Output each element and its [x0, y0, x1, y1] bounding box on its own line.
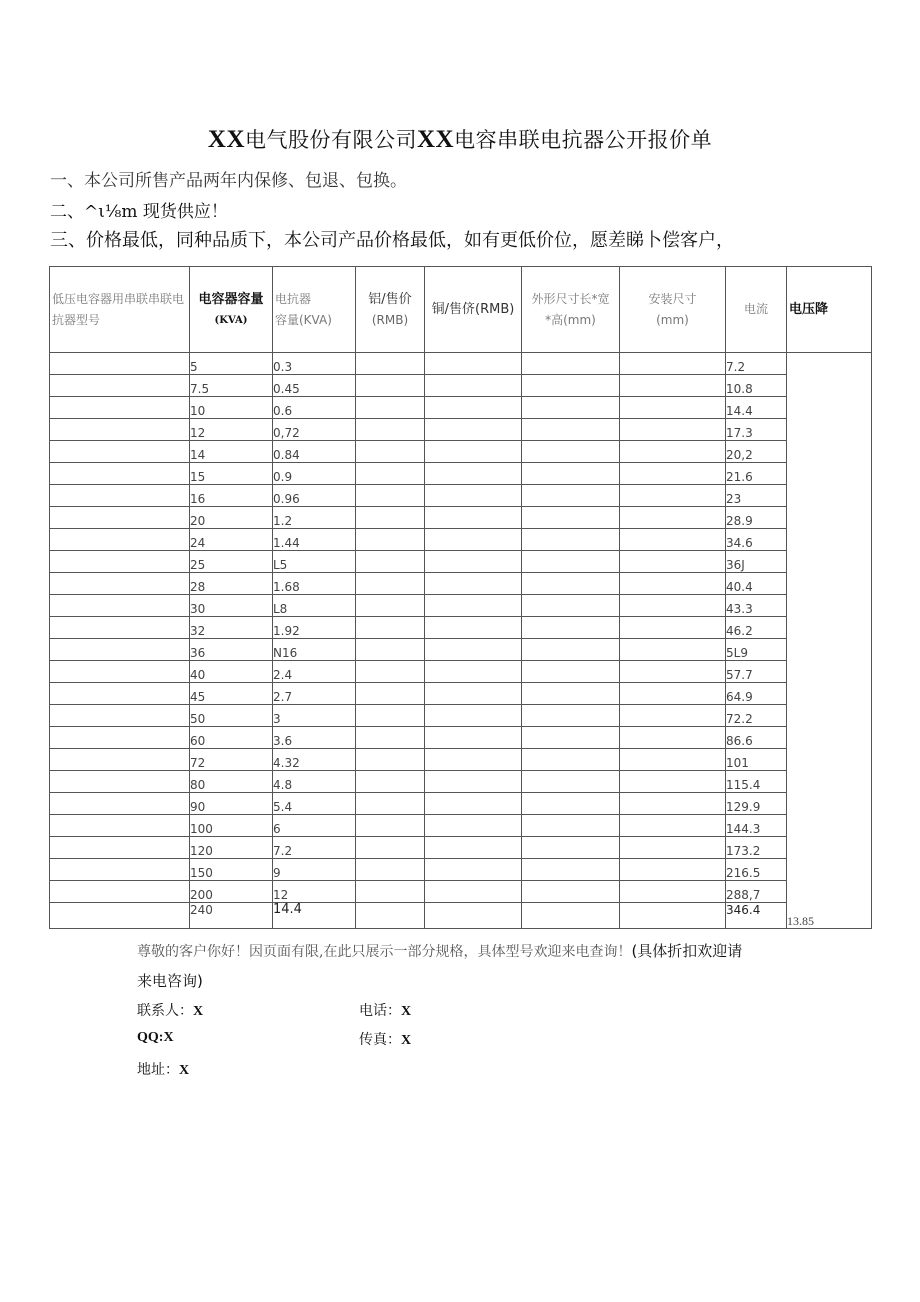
cell-current: 7.2 — [726, 353, 787, 375]
cell-reactor-capacity: 4.32 — [273, 749, 356, 771]
cell-dimensions — [522, 903, 620, 929]
title-brand: XX — [417, 126, 455, 153]
cell-aluminum-price — [356, 463, 425, 485]
cell-copper-price — [425, 815, 522, 837]
cell-capacitor-capacity: 90 — [190, 793, 273, 815]
cell-capacitor-capacity: 14 — [190, 441, 273, 463]
cell-aluminum-price — [356, 485, 425, 507]
cell-copper-price — [425, 727, 522, 749]
table-row — [50, 419, 872, 441]
table-row — [50, 661, 872, 683]
cell-install-size — [620, 771, 726, 793]
cell-install-size — [620, 881, 726, 903]
cell-dimensions — [522, 463, 620, 485]
cell-model — [50, 815, 190, 837]
header-capacitor-unit: (KVA) — [214, 314, 248, 326]
cell-reactor-capacity: 3.6 — [273, 727, 356, 749]
cell-dimensions — [522, 353, 620, 375]
cell-install-size — [620, 463, 726, 485]
header-install-unit: (mm) — [656, 312, 689, 327]
cell-current: 173.2 — [726, 837, 787, 859]
cell-capacitor-capacity: 40 — [190, 661, 273, 683]
cell-current: 34.6 — [726, 529, 787, 551]
cell-model — [50, 727, 190, 749]
note-warranty: 一、本公司所售产品两年内保修、包退、包换。 — [50, 171, 407, 191]
header-dimensions — [522, 267, 620, 353]
header-model: 低压电容器用串联串联电抗器型号 — [50, 267, 190, 353]
cell-model — [50, 859, 190, 881]
cell-reactor-capacity: 4.8 — [273, 771, 356, 793]
cell-aluminum-price — [356, 903, 425, 929]
cell-model — [50, 397, 190, 419]
document-title — [0, 124, 920, 154]
cell-current: 14.4 — [726, 397, 787, 419]
cell-current: 28.9 — [726, 507, 787, 529]
cell-copper-price — [425, 661, 522, 683]
cell-capacitor-capacity: 200 — [190, 881, 273, 903]
header-install-label: 安装尺寸 — [648, 291, 697, 306]
cell-dimensions — [522, 551, 620, 573]
cell-capacitor-capacity: 25 — [190, 551, 273, 573]
cell-install-size — [620, 815, 726, 837]
cell-model — [50, 771, 190, 793]
footer-message — [137, 940, 742, 961]
cell-capacitor-capacity: 240 — [190, 903, 273, 929]
cell-aluminum-price — [356, 441, 425, 463]
cell-capacitor-capacity: 15 — [190, 463, 273, 485]
cell-capacitor-capacity: 150 — [190, 859, 273, 881]
cell-dimensions — [522, 661, 620, 683]
table-row — [50, 529, 872, 551]
header-dimensions-label: 外形尺寸长*宽 — [531, 291, 610, 306]
cell-copper-price — [425, 375, 522, 397]
cell-aluminum-price — [356, 397, 425, 419]
cell-capacitor-capacity: 60 — [190, 727, 273, 749]
cell-reactor-capacity: L8 — [273, 595, 356, 617]
cell-aluminum-price — [356, 661, 425, 683]
cell-dimensions — [522, 485, 620, 507]
cell-dimensions — [522, 683, 620, 705]
cell-copper-price — [425, 595, 522, 617]
cell-model — [50, 573, 190, 595]
table-row — [50, 353, 872, 375]
cell-install-size — [620, 595, 726, 617]
cell-model — [50, 793, 190, 815]
header-aluminum-price — [356, 267, 425, 353]
cell-copper-price — [425, 529, 522, 551]
table-row — [50, 375, 872, 397]
header-aluminum-label: 铝/售价 — [368, 291, 412, 307]
title-prefix: XX — [207, 126, 245, 153]
table-row — [50, 639, 872, 661]
cell-dimensions — [522, 749, 620, 771]
header-capacitor-label: 电容器容量 — [198, 291, 264, 307]
header-dimensions-unit: *高(mm) — [545, 312, 596, 327]
cell-reactor-capacity: 0.3 — [273, 353, 356, 375]
cell-reactor-capacity: 12 — [273, 881, 356, 903]
footer-message-cont: 来电咨询) — [137, 972, 203, 990]
cell-install-size — [620, 859, 726, 881]
cell-capacitor-capacity: 10 — [190, 397, 273, 419]
cell-copper-price — [425, 397, 522, 419]
cell-dimensions — [522, 793, 620, 815]
cell-capacitor-capacity: 7.5 — [190, 375, 273, 397]
cell-capacitor-capacity: 120 — [190, 837, 273, 859]
cell-aluminum-price — [356, 771, 425, 793]
cell-model — [50, 903, 190, 929]
cell-capacitor-capacity: 12 — [190, 419, 273, 441]
cell-aluminum-price — [356, 705, 425, 727]
cell-install-size — [620, 617, 726, 639]
cell-reactor-capacity: N16 — [273, 639, 356, 661]
table-row — [50, 397, 872, 419]
contact-fax-value: X — [401, 1033, 412, 1048]
cell-current: 101 — [726, 749, 787, 771]
cell-copper-price — [425, 507, 522, 529]
title-company: 电气股份有限公司 — [245, 128, 417, 152]
cell-install-size — [620, 837, 726, 859]
header-copper-price: 铜/售侪(RMB) — [425, 267, 522, 353]
table-row — [50, 485, 872, 507]
cell-current: 216.5 — [726, 859, 787, 881]
cell-aluminum-price — [356, 793, 425, 815]
cell-install-size — [620, 573, 726, 595]
cell-current: 5L9 — [726, 639, 787, 661]
cell-reactor-capacity: 1.68 — [273, 573, 356, 595]
footer-message-bold: (具体折扣欢迎请 — [631, 942, 743, 960]
table-row — [50, 727, 872, 749]
cell-reactor-capacity: L5 — [273, 551, 356, 573]
cell-model — [50, 639, 190, 661]
cell-dimensions — [522, 573, 620, 595]
cell-reactor-capacity: 0.9 — [273, 463, 356, 485]
cell-capacitor-capacity: 5 — [190, 353, 273, 375]
cell-copper-price — [425, 793, 522, 815]
contact-fax-label: 传真： — [359, 1032, 401, 1048]
cell-install-size — [620, 661, 726, 683]
table-row — [50, 551, 872, 573]
cell-copper-price — [425, 771, 522, 793]
cell-aluminum-price — [356, 727, 425, 749]
contact-person-label: 联系人： — [137, 1003, 193, 1019]
contact-person — [137, 1000, 203, 1020]
cell-current: 144.3 — [726, 815, 787, 837]
table-row — [50, 815, 872, 837]
cell-copper-price — [425, 903, 522, 929]
cell-current: 20,2 — [726, 441, 787, 463]
cell-current: 10.8 — [726, 375, 787, 397]
cell-aluminum-price — [356, 815, 425, 837]
cell-install-size — [620, 727, 726, 749]
cell-model — [50, 441, 190, 463]
note-price: 三、价格最低，同种品质下，本公司产品价格最低，如有更低价位，愿差睇卜偿客户， — [50, 230, 734, 251]
cell-copper-price — [425, 441, 522, 463]
cell-capacitor-capacity: 36 — [190, 639, 273, 661]
cell-model — [50, 661, 190, 683]
cell-aluminum-price — [356, 507, 425, 529]
cell-dimensions — [522, 639, 620, 661]
header-current: 电流 — [726, 267, 787, 353]
cell-install-size — [620, 419, 726, 441]
cell-model — [50, 353, 190, 375]
price-table — [49, 266, 872, 929]
cell-model — [50, 485, 190, 507]
cell-install-size — [620, 551, 726, 573]
cell-capacitor-capacity: 24 — [190, 529, 273, 551]
contact-qq-value: X — [163, 1030, 174, 1045]
header-aluminum-unit: (RMB) — [371, 312, 409, 327]
cell-copper-price — [425, 353, 522, 375]
cell-model — [50, 595, 190, 617]
cell-model — [50, 529, 190, 551]
cell-copper-price — [425, 837, 522, 859]
cell-copper-price — [425, 639, 522, 661]
cell-dimensions — [522, 419, 620, 441]
contact-address — [137, 1059, 189, 1079]
cell-reactor-capacity: 0,72 — [273, 419, 356, 441]
cell-current: 43.3 — [726, 595, 787, 617]
cell-install-size — [620, 397, 726, 419]
cell-copper-price — [425, 617, 522, 639]
cell-reactor-capacity: 0.6 — [273, 397, 356, 419]
cell-current: 17.3 — [726, 419, 787, 441]
contact-address-value: X — [179, 1063, 190, 1078]
cell-reactor-capacity: 6 — [273, 815, 356, 837]
cell-aluminum-price — [356, 639, 425, 661]
cell-reactor-capacity: 1.44 — [273, 529, 356, 551]
note-stock: 二、^ι⅛m 现货供应！ — [50, 202, 228, 222]
cell-copper-price — [425, 749, 522, 771]
cell-dimensions — [522, 617, 620, 639]
cell-copper-price — [425, 419, 522, 441]
contact-phone-label: 电话： — [359, 1003, 401, 1019]
cell-current: 23 — [726, 485, 787, 507]
cell-reactor-capacity: 0.84 — [273, 441, 356, 463]
cell-copper-price — [425, 485, 522, 507]
cell-model — [50, 463, 190, 485]
cell-aluminum-price — [356, 529, 425, 551]
cell-current: 36J — [726, 551, 787, 573]
table-row — [50, 903, 872, 929]
cell-capacitor-capacity: 20 — [190, 507, 273, 529]
cell-current: 21.6 — [726, 463, 787, 485]
contact-phone-value: X — [401, 1004, 412, 1019]
cell-dimensions — [522, 815, 620, 837]
cell-dimensions — [522, 705, 620, 727]
cell-reactor-capacity: 1.2 — [273, 507, 356, 529]
footer-message-text: 尊敬的客户你好！因页面有限,在此只展示一部分规格，具体型号欢迎来电查询！ — [137, 944, 632, 960]
table-row — [50, 573, 872, 595]
table-row — [50, 705, 872, 727]
cell-install-size — [620, 507, 726, 529]
cell-dimensions — [522, 375, 620, 397]
cell-dimensions — [522, 507, 620, 529]
cell-reactor-capacity: 3 — [273, 705, 356, 727]
cell-reactor-capacity: 7.2 — [273, 837, 356, 859]
cell-aluminum-price — [356, 419, 425, 441]
cell-reactor-capacity: 0.45 — [273, 375, 356, 397]
header-reactor-label: 电抗器 — [275, 291, 312, 306]
cell-model — [50, 419, 190, 441]
contact-fax — [359, 1029, 411, 1049]
contact-person-value: X — [193, 1004, 204, 1019]
cell-capacitor-capacity: 72 — [190, 749, 273, 771]
cell-capacitor-capacity: 45 — [190, 683, 273, 705]
cell-reactor-capacity: 1.92 — [273, 617, 356, 639]
cell-model — [50, 507, 190, 529]
cell-install-size — [620, 793, 726, 815]
cell-reactor-capacity: 14.4 — [273, 903, 356, 929]
header-reactor-unit: 容量(KVA) — [275, 312, 332, 327]
cell-install-size — [620, 485, 726, 507]
table-row — [50, 793, 872, 815]
cell-aluminum-price — [356, 837, 425, 859]
cell-install-size — [620, 639, 726, 661]
cell-dimensions — [522, 727, 620, 749]
cell-model — [50, 617, 190, 639]
cell-capacitor-capacity: 32 — [190, 617, 273, 639]
cell-current: 346.4 — [726, 903, 787, 929]
table-body — [50, 353, 872, 929]
contact-phone — [359, 1000, 411, 1020]
cell-install-size — [620, 529, 726, 551]
table-row — [50, 683, 872, 705]
cell-dimensions — [522, 837, 620, 859]
cell-aluminum-price — [356, 749, 425, 771]
cell-model — [50, 749, 190, 771]
cell-current: 129.9 — [726, 793, 787, 815]
cell-aluminum-price — [356, 617, 425, 639]
cell-model — [50, 683, 190, 705]
cell-aluminum-price — [356, 573, 425, 595]
cell-voltage-drop: 13.85 — [787, 353, 872, 929]
table-row — [50, 771, 872, 793]
header-capacitor-capacity — [190, 267, 273, 353]
cell-aluminum-price — [356, 881, 425, 903]
cell-model — [50, 881, 190, 903]
cell-current: 115.4 — [726, 771, 787, 793]
title-suffix: 电容串联电抗器公开报价单 — [454, 128, 713, 152]
cell-aluminum-price — [356, 683, 425, 705]
table-row — [50, 881, 872, 903]
cell-reactor-capacity: 2.7 — [273, 683, 356, 705]
header-voltage-drop: 电压降 — [787, 267, 872, 353]
cell-dimensions — [522, 881, 620, 903]
contact-address-label: 地址： — [137, 1062, 179, 1078]
cell-reactor-capacity: 0.96 — [273, 485, 356, 507]
header-install-size — [620, 267, 726, 353]
table-row — [50, 507, 872, 529]
header-reactor-capacity — [273, 267, 356, 353]
cell-model — [50, 551, 190, 573]
cell-dimensions — [522, 859, 620, 881]
cell-dimensions — [522, 529, 620, 551]
cell-capacitor-capacity: 80 — [190, 771, 273, 793]
cell-reactor-capacity: 9 — [273, 859, 356, 881]
cell-current: 64.9 — [726, 683, 787, 705]
cell-model — [50, 705, 190, 727]
table-row — [50, 749, 872, 771]
cell-capacitor-capacity: 30 — [190, 595, 273, 617]
cell-current: 46.2 — [726, 617, 787, 639]
table-row — [50, 441, 872, 463]
cell-install-size — [620, 705, 726, 727]
cell-current: 57.7 — [726, 661, 787, 683]
cell-current: 72.2 — [726, 705, 787, 727]
cell-copper-price — [425, 463, 522, 485]
cell-capacitor-capacity: 28 — [190, 573, 273, 595]
cell-capacitor-capacity: 100 — [190, 815, 273, 837]
cell-dimensions — [522, 771, 620, 793]
table-header-row — [50, 267, 872, 353]
cell-aluminum-price — [356, 859, 425, 881]
cell-model — [50, 837, 190, 859]
contact-qq — [137, 1029, 174, 1046]
cell-install-size — [620, 903, 726, 929]
contact-qq-label: QQ: — [137, 1030, 164, 1045]
cell-copper-price — [425, 705, 522, 727]
cell-install-size — [620, 749, 726, 771]
cell-reactor-capacity: 5.4 — [273, 793, 356, 815]
cell-model — [50, 375, 190, 397]
cell-copper-price — [425, 683, 522, 705]
cell-capacitor-capacity: 16 — [190, 485, 273, 507]
table-row — [50, 837, 872, 859]
cell-dimensions — [522, 441, 620, 463]
table-row — [50, 595, 872, 617]
cell-copper-price — [425, 881, 522, 903]
cell-aluminum-price — [356, 353, 425, 375]
table-row — [50, 463, 872, 485]
cell-current: 288,7 — [726, 881, 787, 903]
cell-aluminum-price — [356, 595, 425, 617]
cell-install-size — [620, 353, 726, 375]
cell-install-size — [620, 375, 726, 397]
cell-copper-price — [425, 573, 522, 595]
cell-capacitor-capacity: 50 — [190, 705, 273, 727]
cell-aluminum-price — [356, 375, 425, 397]
cell-install-size — [620, 683, 726, 705]
cell-dimensions — [522, 397, 620, 419]
cell-current: 86.6 — [726, 727, 787, 749]
cell-copper-price — [425, 551, 522, 573]
table-row — [50, 617, 872, 639]
cell-dimensions — [522, 595, 620, 617]
cell-copper-price — [425, 859, 522, 881]
cell-reactor-capacity: 2.4 — [273, 661, 356, 683]
cell-install-size — [620, 441, 726, 463]
cell-current: 40.4 — [726, 573, 787, 595]
table-row — [50, 859, 872, 881]
cell-aluminum-price — [356, 551, 425, 573]
